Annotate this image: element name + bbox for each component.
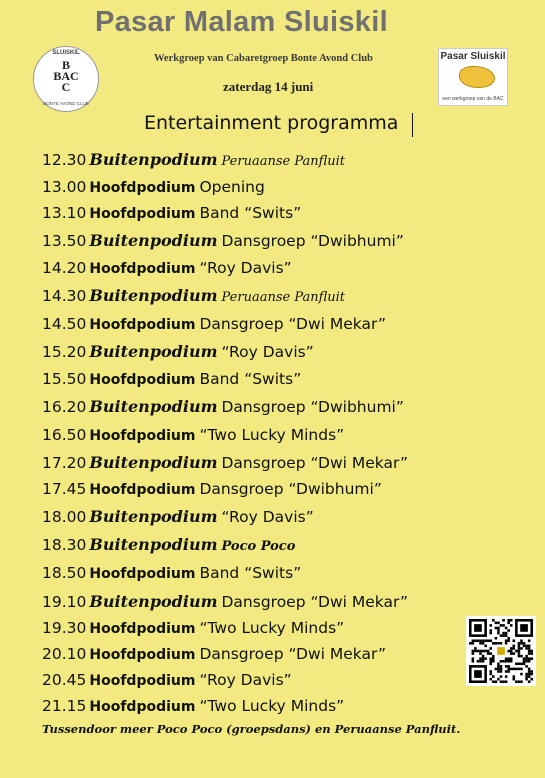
schedule-time: 14.20 [42, 259, 87, 277]
schedule-time: 16.50 [42, 426, 87, 444]
schedule-time: 20.10 [42, 645, 87, 663]
schedule-act: Dansgroep “Dwi Mekar” [199, 315, 387, 333]
clog-icon [459, 66, 495, 88]
schedule-row [42, 644, 386, 665]
schedule-act: Peruaanse Panfluit [221, 154, 346, 169]
logo-right-title: Pasar Sluiskil [440, 51, 506, 62]
qr-code-icon [469, 619, 533, 683]
schedule-row [42, 314, 386, 335]
schedule-act: “Two Lucky Minds” [199, 619, 345, 637]
bac-logo [33, 46, 99, 112]
schedule-stage: Buitenpodium [89, 150, 218, 169]
schedule-act: Dansgroep “Dwibhumi” [221, 232, 404, 250]
schedule-act: “Roy Davis” [199, 671, 292, 689]
schedule-stage: Hoofdpodium [89, 647, 196, 663]
logo-bottom-text: BONTE AVOND CLUB [43, 101, 89, 106]
schedule-time: 21.15 [42, 697, 87, 715]
schedule-row [42, 592, 408, 612]
schedule-act: Dansgroep “Dwi Mekar” [221, 593, 409, 611]
subtitle: Werkgroep van Cabaretgroep Bonte Avond Club [154, 53, 373, 64]
schedule-row [42, 258, 292, 279]
schedule-time: 17.45 [42, 480, 87, 498]
schedule-time: 14.30 [42, 287, 87, 305]
schedule-row [42, 507, 314, 527]
schedule-act: Band “Swits” [199, 204, 302, 222]
schedule-time: 18.50 [42, 564, 87, 582]
schedule-act: Band “Swits” [199, 564, 302, 582]
schedule-act: “Roy Davis” [199, 259, 292, 277]
schedule-time: 18.30 [42, 536, 87, 554]
schedule-time: 14.50 [42, 315, 87, 333]
schedule-stage: Hoofdpodium [89, 317, 196, 333]
schedule-stage: Hoofdpodium [89, 673, 196, 689]
schedule-act: “Two Lucky Minds” [199, 697, 345, 715]
logo-letters: B BAC C [53, 58, 79, 94]
schedule-time: 18.00 [42, 508, 87, 526]
schedule-time: 12.30 [42, 151, 87, 169]
schedule-row [42, 177, 265, 198]
schedule-stage: Buitenpodium [89, 397, 218, 416]
schedule-stage: Hoofdpodium [89, 699, 196, 715]
text-cursor [412, 113, 413, 137]
schedule-stage: Buitenpodium [89, 507, 218, 526]
schedule-time: 20.45 [42, 671, 87, 689]
schedule-act: Dansgroep “Dwi Mekar” [199, 645, 387, 663]
schedule-stage: Hoofdpodium [89, 372, 196, 388]
qr-code[interactable] [466, 616, 536, 686]
program-heading: Entertainment programma [144, 112, 399, 134]
schedule-stage: Buitenpodium [89, 231, 218, 250]
schedule-row [42, 618, 344, 639]
schedule-row [42, 453, 408, 473]
schedule-act: Opening [199, 178, 265, 196]
schedule-stage: Hoofdpodium [89, 261, 196, 277]
schedule-act: Band “Swits” [199, 370, 302, 388]
schedule-time: 19.30 [42, 619, 87, 637]
schedule-stage: Buitenpodium [89, 453, 218, 472]
schedule-row [42, 670, 292, 691]
schedule-row [42, 369, 301, 390]
logo-right-caption: een werkgroep van de BAC [442, 96, 504, 102]
schedule-row [42, 203, 301, 224]
schedule-stage: Hoofdpodium [89, 428, 196, 444]
schedule-stage: Hoofdpodium [89, 206, 196, 222]
schedule-row [42, 425, 344, 446]
footer-note: Tussendoor meer Poco Poco (groepsdans) en Peruaanse Panfluit. [42, 722, 461, 736]
schedule-row [42, 150, 345, 172]
logo-top-text: SLUISKIL [52, 50, 80, 56]
schedule-stage: Hoofdpodium [89, 566, 196, 582]
pasar-sluiskil-logo [438, 48, 508, 106]
schedule-act: Dansgroep “Dwibhumi” [199, 480, 382, 498]
schedule-stage: Hoofdpodium [89, 482, 196, 498]
schedule-stage: Buitenpodium [89, 535, 218, 554]
schedule-row [42, 231, 404, 251]
schedule-row [42, 397, 404, 417]
schedule-act: Dansgroep “Dwibhumi” [221, 398, 404, 416]
schedule-time: 15.20 [42, 343, 87, 361]
schedule-time: 16.20 [42, 398, 87, 416]
schedule-row [42, 563, 301, 584]
schedule-act: Peruaanse Panfluit [221, 290, 346, 305]
schedule-time: 17.20 [42, 454, 87, 472]
schedule-row [42, 535, 295, 557]
schedule-act: “Two Lucky Minds” [199, 426, 345, 444]
schedule-row [42, 286, 345, 308]
schedule-row [42, 342, 314, 362]
schedule-stage: Buitenpodium [89, 592, 218, 611]
schedule-stage: Hoofdpodium [89, 180, 196, 196]
schedule-stage: Hoofdpodium [89, 621, 196, 637]
schedule-row [42, 696, 344, 717]
schedule-act: “Roy Davis” [221, 343, 314, 361]
schedule-time: 19.10 [42, 593, 87, 611]
schedule-row [42, 479, 382, 500]
schedule-stage: Buitenpodium [89, 286, 218, 305]
schedule-act: “Roy Davis” [221, 508, 314, 526]
schedule-time: 13.00 [42, 178, 87, 196]
schedule-time: 13.50 [42, 232, 87, 250]
event-date: zaterdag 14 juni [223, 79, 314, 94]
schedule-time: 15.50 [42, 370, 87, 388]
schedule-act: Poco Poco [221, 539, 296, 554]
schedule-stage: Buitenpodium [89, 342, 218, 361]
schedule-act: Dansgroep “Dwi Mekar” [221, 454, 409, 472]
page-title: Pasar Malam Sluiskil [95, 6, 388, 38]
schedule-time: 13.10 [42, 204, 87, 222]
